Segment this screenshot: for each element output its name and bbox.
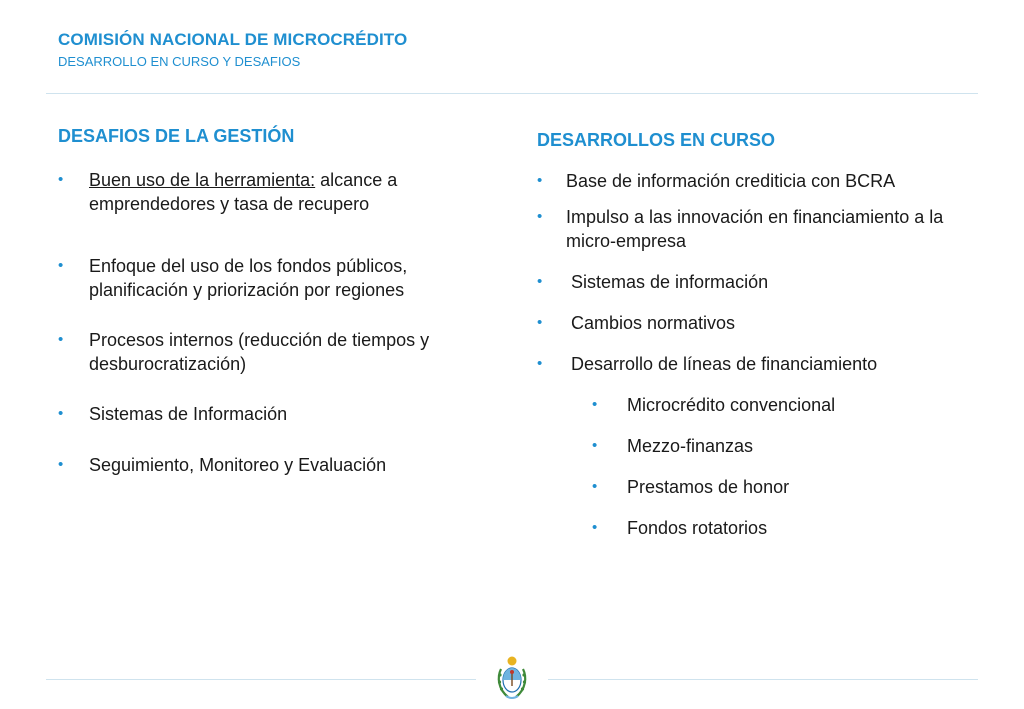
bullet-icon: • <box>537 172 543 189</box>
right-item-2-text: Impulso a las innovación en financiamiento a la micro-empresa <box>566 207 944 251</box>
right-subitem-3 <box>537 475 997 499</box>
left-item-1-rest: alcance a emprendedores y tasa de recupero <box>89 170 398 214</box>
left-item-1-underlined: Buen uso de la herramienta: <box>89 170 316 190</box>
top-divider <box>46 93 978 94</box>
bullet-icon: • <box>592 519 598 536</box>
bottom-divider-right <box>548 679 978 680</box>
bullet-icon: • <box>537 314 543 331</box>
left-column <box>58 126 508 477</box>
right-subitem-4-text: Fondos rotatorios <box>627 518 768 538</box>
left-item-5-text: Seguimiento, Monitoreo y Evaluación <box>89 455 387 475</box>
bottom-divider-left <box>46 679 476 680</box>
header-title: COMISIÓN NACIONAL DE MICROCRÉDITO <box>58 30 408 49</box>
right-subitem-1-text: Microcrédito convencional <box>627 395 836 415</box>
left-item-4-text: Sistemas de Información <box>89 404 288 424</box>
left-list <box>58 168 508 477</box>
header-subtitle: DESARROLLO EN CURSO Y DESAFIOS <box>58 54 301 69</box>
bullet-icon: • <box>592 396 598 413</box>
right-item-5-text: Desarrollo de líneas de financiamiento <box>571 354 878 374</box>
left-item-3-text: Procesos internos (reducción de tiempos y desburocratización) <box>89 330 430 374</box>
bullet-icon: • <box>592 437 598 454</box>
bullet-icon: • <box>592 478 598 495</box>
bullet-icon: • <box>537 208 543 225</box>
bullet-icon: • <box>58 257 64 274</box>
bullet-icon: • <box>58 331 64 348</box>
right-subitem-3-text: Prestamos de honor <box>627 477 790 497</box>
left-item-2-text: Enfoque del uso de los fondos públicos, planificación y priorización por regiones <box>89 256 408 300</box>
right-item-5 <box>537 352 997 376</box>
left-item-1 <box>58 168 508 216</box>
bullet-icon: • <box>537 355 543 372</box>
right-item-4 <box>537 311 997 335</box>
right-item-4-text: Cambios normativos <box>571 313 736 333</box>
left-item-5 <box>58 453 508 477</box>
left-heading: DESAFIOS DE LA GESTIÓN <box>58 126 295 146</box>
right-subitem-2-text: Mezzo-finanzas <box>627 436 754 456</box>
left-item-4 <box>58 402 508 426</box>
right-subitem-2 <box>537 434 997 458</box>
right-item-3 <box>537 270 997 294</box>
bullet-icon: • <box>58 405 64 422</box>
bullet-icon: • <box>58 171 64 188</box>
right-item-1 <box>537 169 997 193</box>
right-list <box>537 169 997 540</box>
right-column <box>537 130 997 540</box>
right-item-2 <box>537 205 997 253</box>
right-item-3-text: Sistemas de información <box>571 272 769 292</box>
right-subitem-4 <box>537 516 997 540</box>
right-heading: DESARROLLOS EN CURSO <box>537 130 776 150</box>
left-item-3 <box>58 328 508 376</box>
bullet-icon: • <box>537 273 543 290</box>
argentina-coat-of-arms-icon <box>496 655 528 701</box>
right-item-1-text: Base de información crediticia con BCRA <box>566 171 896 191</box>
bullet-icon: • <box>58 456 64 473</box>
left-item-2 <box>58 254 508 302</box>
right-subitem-1 <box>537 393 997 417</box>
